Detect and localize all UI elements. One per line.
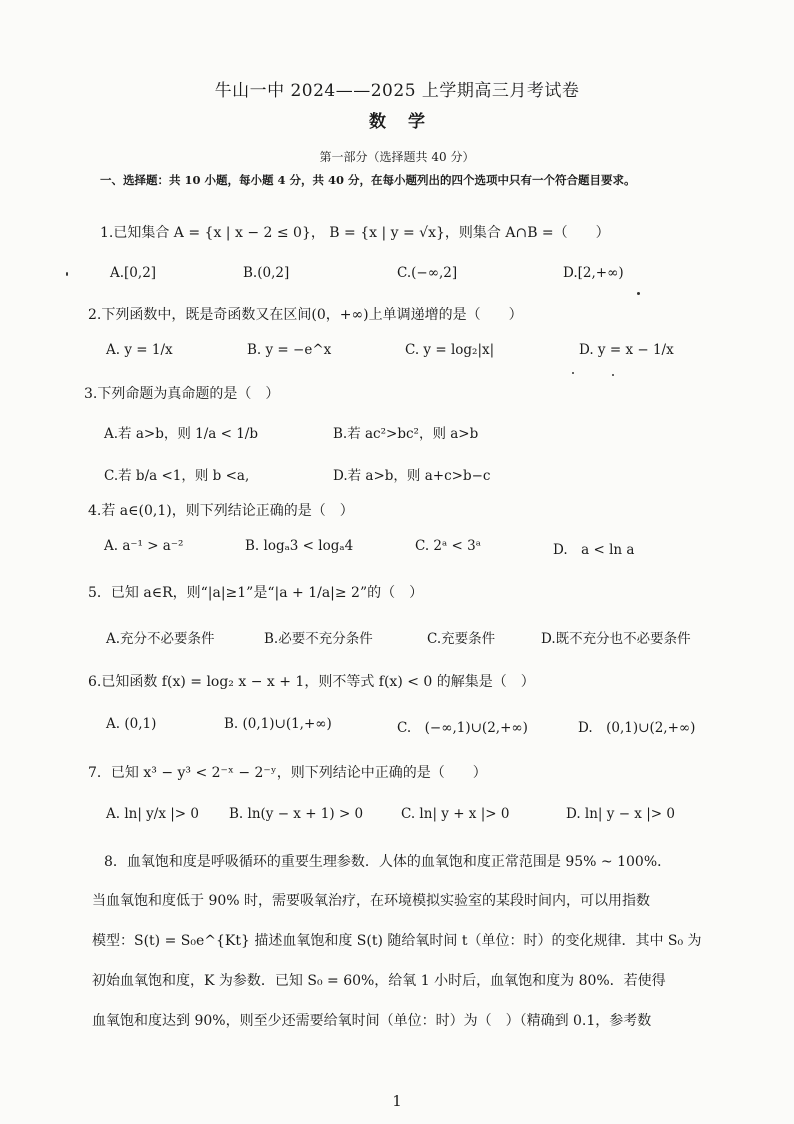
question-4-stem: 4.若 a∈(0,1)，则下列结论正确的是（ ）: [88, 503, 354, 519]
question-3-option-b: B.若 ac²>bc²，则 a>b: [333, 426, 479, 442]
scan-speck: [572, 372, 574, 374]
question-1-option-a: A.[0,2]: [110, 265, 157, 281]
exam-title: 牛山一中 2024——2025 上学期高三月考试卷: [214, 81, 580, 101]
question-6-option-d: D. (0,1)∪(2,+∞): [578, 720, 696, 736]
question-8-line-2: 当血氧饱和度低于 90% 时，需要吸氧治疗，在环境模拟实验室的某段时间内，可以用指数: [92, 893, 651, 909]
question-1-option-c: C.(−∞,2]: [397, 265, 458, 281]
question-7-option-b: B. ln(y − x + 1) > 0: [229, 806, 364, 822]
question-7-option-a: A. ln| y/x |> 0: [106, 806, 200, 822]
question-2-option-b: B. y = −e^x: [247, 342, 332, 358]
question-7-option-c: C. ln| y + x |> 0: [401, 806, 510, 822]
question-6-option-c: C. (−∞,1)∪(2,+∞): [397, 720, 528, 736]
question-3-option-d: D.若 a>b，则 a+c>b−c: [333, 468, 491, 484]
question-1-option-d: D.[2,+∞): [563, 265, 624, 281]
question-8-line-5: 血氧饱和度达到 90%，则至少还需要给氧时间（单位：时）为（ ）（精确到 0.1，参考数: [92, 1013, 652, 1029]
question-6-option-b: B. (0,1)∪(1,+∞): [224, 716, 332, 732]
question-1-stem: 1.已知集合 A = {x | x − 2 ≤ 0}， B = {x | y = √x}，则集合 A∩B =（ ）: [100, 225, 610, 241]
page-number: 1: [392, 1092, 402, 1110]
question-5-option-b: B.必要不充分条件: [264, 631, 373, 647]
question-4-option-b: B. logₐ3 < logₐ4: [245, 538, 354, 554]
section-instructions: 一、选择题：共 10 小题，每小题 4 分，共 40 分，在每小题列出的四个选项中只有一个符合题目要求。: [100, 173, 636, 187]
scan-speck: [66, 272, 68, 276]
question-4-option-d: D. a < ln a: [553, 542, 635, 558]
question-5-stem: 5．已知 a∈R，则“|a|≥1”是“|a + 1/a|≥ 2”的（ ）: [88, 585, 424, 601]
question-3-option-c: C.若 b/a <1，则 b <a,: [104, 468, 250, 484]
question-5-option-c: C.充要条件: [427, 631, 496, 647]
question-8-line-1: 8．血氧饱和度是呼吸循环的重要生理参数．人体的血氧饱和度正常范围是 95% ~ 100%．: [104, 854, 672, 870]
question-5-option-d: D.既不充分也不必要条件: [541, 631, 691, 647]
question-2-option-a: A. y = 1/x: [106, 342, 173, 358]
question-3-option-a: A.若 a>b，则 1/a < 1/b: [104, 426, 258, 442]
question-1-option-b: B.(0,2]: [243, 265, 290, 281]
question-7-option-d: D. ln| y − x |> 0: [566, 806, 675, 822]
question-6-option-a: A. (0,1): [106, 716, 157, 732]
subject-heading: 数学: [369, 112, 447, 132]
question-4-option-c: C. 2ᵃ < 3ᵃ: [415, 538, 481, 554]
question-8-line-4: 初始血氧饱和度，K 为参数．已知 S₀ = 60%，给氧 1 小时后，血氧饱和度为 80%．若使得: [92, 973, 666, 989]
question-2-stem: 2.下列函数中，既是奇函数又在区间(0，+∞)上单调递增的是（ ）: [88, 307, 523, 323]
question-6-stem: 6.已知函数 f(x) = log₂ x − x + 1，则不等式 f(x) < 0 的解集是（ ）: [88, 674, 535, 690]
question-8-line-3: 模型：S(t) = S₀e^{Kt} 描述血氧饱和度 S(t) 随给氧时间 t（单位：时）的变化规律．其中 S₀ 为: [92, 933, 702, 949]
question-5-option-a: A.充分不必要条件: [106, 631, 215, 647]
question-7-stem: 7．已知 x³ − y³ < 2⁻ˣ − 2⁻ʸ，则下列结论中正确的是（ ）: [88, 765, 487, 781]
question-2-option-c: C. y = log₂|x|: [405, 342, 495, 358]
part-heading: 第一部分（选择题共 40 分）: [319, 150, 475, 164]
question-2-option-d: D. y = x − 1/x: [579, 342, 674, 358]
question-3-stem: 3.下列命题为真命题的是（ ）: [84, 386, 280, 402]
scan-speck: [612, 374, 614, 376]
question-4-option-a: A. a⁻¹ > a⁻²: [104, 538, 184, 554]
scan-speck: [637, 292, 640, 295]
